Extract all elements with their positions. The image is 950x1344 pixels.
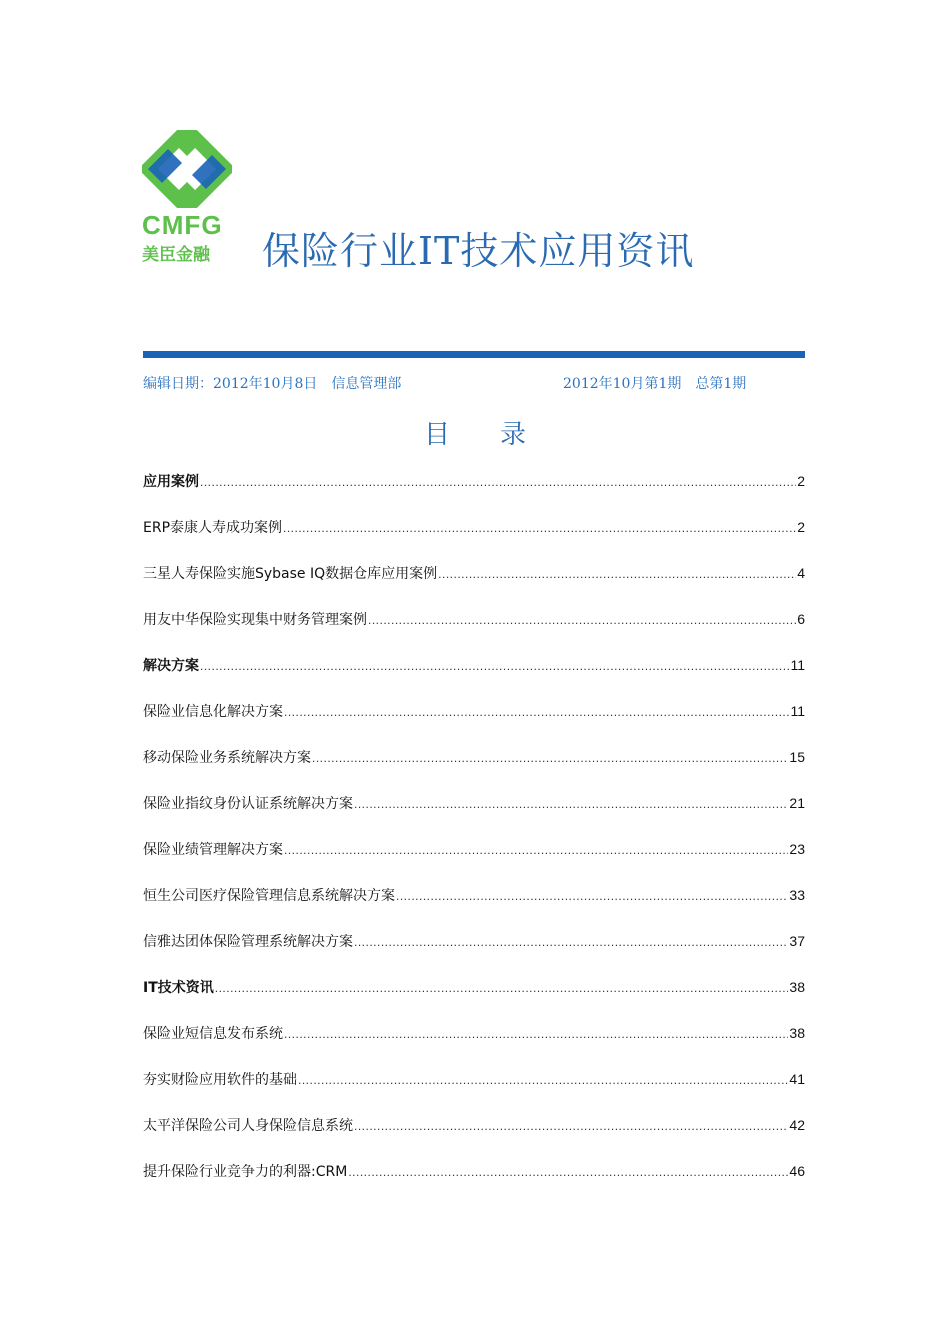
toc-entry-page-number: 4 xyxy=(797,565,805,581)
toc-entry-label: 保险业短信息发布系统 xyxy=(143,1026,283,1042)
toc-entry-label: 太平洋保险公司人身保险信息系统 xyxy=(143,1118,353,1134)
toc-leader-dots xyxy=(284,835,788,865)
toc-entry-label: 信雅达团体保险管理系统解决方案 xyxy=(143,934,353,950)
toc-entry-label: 恒生公司医疗保险管理信息系统解决方案 xyxy=(143,888,395,904)
toc-entry-page-number: 15 xyxy=(789,749,805,765)
toc-entry[interactable] xyxy=(143,880,805,926)
toc-leader-dots xyxy=(283,513,796,543)
toc-entry-label: 保险业信息化解决方案 xyxy=(143,704,283,720)
toc-leader-dots xyxy=(348,1157,788,1187)
toc-leader-dots xyxy=(396,881,788,911)
toc-entry-label: 保险业绩管理解决方案 xyxy=(143,842,283,858)
toc-entry-label: ERP泰康人寿成功案例 xyxy=(143,520,283,536)
toc-entry-page-number: 23 xyxy=(789,841,805,857)
toc-entry-label: 解决方案 xyxy=(143,658,199,674)
toc-entry-page-number: 6 xyxy=(797,611,805,627)
toc-entry-page-number: 41 xyxy=(789,1071,805,1087)
toc-leader-dots xyxy=(200,651,789,681)
toc-entry-label: 夯实财险应用软件的基础 xyxy=(143,1072,297,1088)
issue-info: 2012年10月第1期 总第1期 xyxy=(563,376,747,392)
toc-entry-page-number: 11 xyxy=(790,703,805,719)
toc-entry[interactable] xyxy=(143,696,805,742)
toc-entry-page-number: 38 xyxy=(789,1025,805,1041)
toc-entry[interactable] xyxy=(143,1018,805,1064)
toc-entry-label: 移动保险业务系统解决方案 xyxy=(143,750,311,766)
toc-entry-page-number: 21 xyxy=(789,795,805,811)
title-rule xyxy=(143,351,805,358)
toc-section-entry[interactable] xyxy=(143,972,805,1018)
toc-leader-dots xyxy=(284,1019,788,1049)
toc-entry-label: 保险业指纹身份认证系统解决方案 xyxy=(143,796,353,812)
toc-entry-label: 提升保险行业竞争力的利器:CRM xyxy=(143,1164,348,1180)
toc-section-entry[interactable] xyxy=(143,650,805,696)
toc-entry-page-number: 38 xyxy=(789,979,805,995)
toc-entry-page-number: 46 xyxy=(789,1163,805,1179)
toc-leader-dots xyxy=(368,605,796,635)
toc-heading: 目录 xyxy=(423,420,576,450)
toc-entry[interactable] xyxy=(143,1064,805,1110)
logo-brand-cn-text: 美臣金融 xyxy=(142,245,210,265)
toc-leader-dots xyxy=(438,559,796,589)
toc-entry[interactable] xyxy=(143,604,805,650)
toc-entry-label: 用友中华保险实现集中财务管理案例 xyxy=(143,612,367,628)
toc-entry-label: 应用案例 xyxy=(143,474,199,490)
toc-entry[interactable] xyxy=(143,1110,805,1156)
toc-entry-label: 三星人寿保险实施Sybase IQ数据仓库应用案例 xyxy=(143,566,438,582)
toc-leader-dots xyxy=(354,1111,788,1141)
toc-entry[interactable] xyxy=(143,558,805,604)
toc-entry[interactable] xyxy=(143,742,805,788)
toc-leader-dots xyxy=(354,789,788,819)
toc-leader-dots xyxy=(298,1065,788,1095)
toc-entry-label: IT技术资讯 xyxy=(143,980,214,996)
toc-leader-dots xyxy=(354,927,788,957)
toc-entry-page-number: 2 xyxy=(797,473,805,489)
toc-entry[interactable] xyxy=(143,1156,805,1202)
table-of-contents xyxy=(143,466,805,1202)
toc-leader-dots xyxy=(200,467,796,497)
toc-entry-page-number: 11 xyxy=(790,657,805,673)
toc-entry[interactable] xyxy=(143,788,805,834)
toc-leader-dots xyxy=(284,697,789,727)
toc-entry-page-number: 42 xyxy=(789,1117,805,1133)
toc-entry[interactable] xyxy=(143,512,805,558)
toc-leader-dots xyxy=(312,743,788,773)
toc-entry-page-number: 37 xyxy=(789,933,805,949)
toc-section-entry[interactable] xyxy=(143,466,805,512)
logo-brand-text: CMFG xyxy=(142,210,223,240)
toc-entry-page-number: 33 xyxy=(789,887,805,903)
logo-mark-icon xyxy=(142,130,232,208)
edit-date-department: 编辑日期：2012年10月8日 信息管理部 xyxy=(143,376,402,392)
toc-entry[interactable] xyxy=(143,926,805,972)
toc-leader-dots xyxy=(215,973,789,1003)
toc-entry-page-number: 2 xyxy=(797,519,805,535)
company-logo xyxy=(142,130,232,265)
document-title: 保险行业IT技术应用资讯 xyxy=(262,229,695,273)
toc-entry[interactable] xyxy=(143,834,805,880)
